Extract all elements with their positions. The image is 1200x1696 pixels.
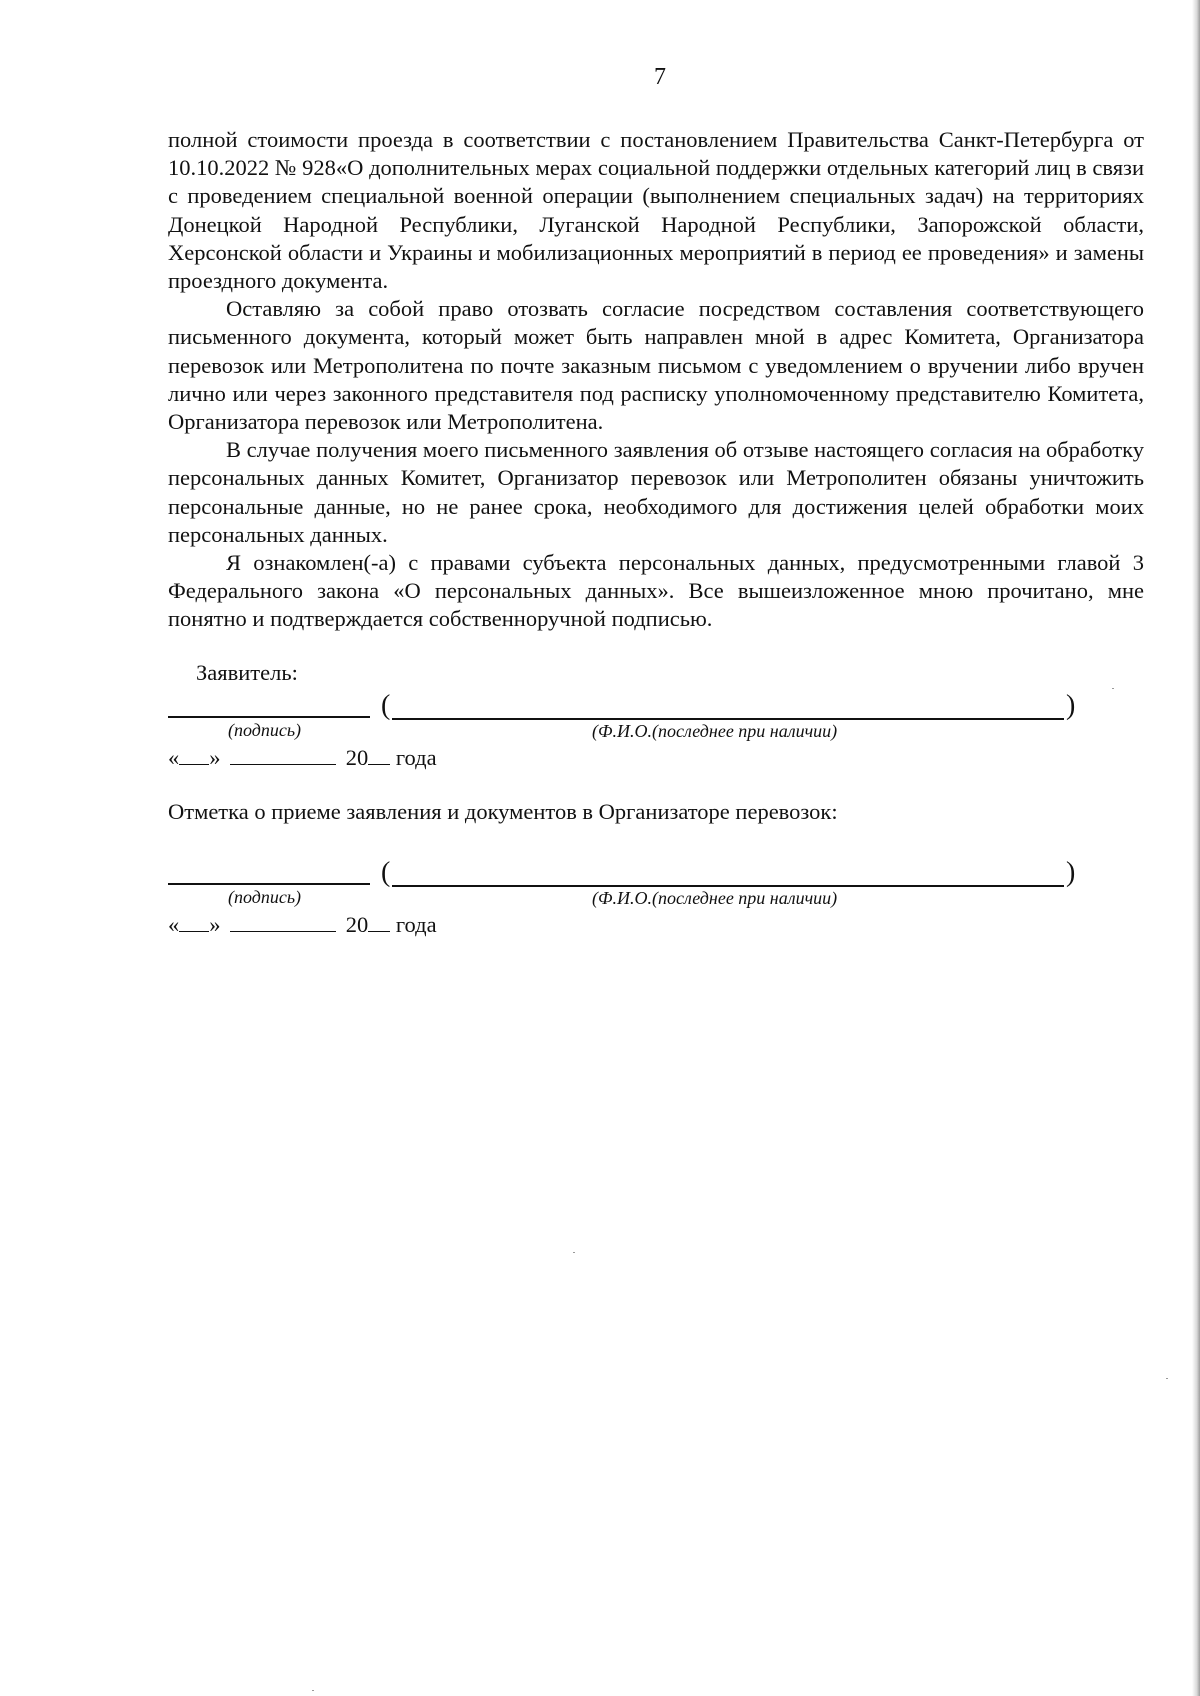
paragraph-consent-withdrawal: Оставляю за собой право отозвать согласие посредством составления соответствующего письменного документа, который может быть направлен мной в адрес Комитета, Организатора перевозок или Метрополитена по почте заказным письмом с уведомлением о вручении либо вручен лично или через законного представителя под расписку уполномоченному представителю Комитета, Организатора перевозок или Метрополитена. [168, 296, 1144, 435]
document-body [168, 126, 1144, 634]
receipt-close-paren: ) [1066, 857, 1076, 888]
applicant-name-caption: (Ф.И.О.(последнее при наличии) [592, 721, 838, 741]
scan-edge-shadow [1192, 0, 1200, 1696]
scan-speck [573, 1252, 575, 1253]
receipt-label: Отметка о приеме заявления и документов в Организаторе перевозок: [168, 799, 838, 824]
receipt-open-paren: ( [381, 857, 391, 888]
applicant-year-word: года [395, 745, 437, 770]
applicant-date-row [168, 744, 437, 772]
applicant-date-open-quote: « [168, 745, 180, 770]
applicant-close-paren: ) [1066, 690, 1076, 721]
receipt-year-field[interactable] [368, 911, 390, 932]
scan-speck [312, 1690, 314, 1691]
receipt-signature-caption: (подпись) [228, 887, 302, 907]
receipt-century: 20 [345, 912, 369, 937]
applicant-open-paren: ( [381, 690, 391, 721]
receipt-date-row [168, 911, 437, 939]
applicant-name-line[interactable] [392, 718, 1064, 720]
receipt-date-open-quote: « [168, 912, 180, 937]
receipt-name-caption: (Ф.И.О.(последнее при наличии) [592, 888, 838, 908]
paragraph-data-destruction: В случае получения моего письменного заявления об отзыве настоящего согласия на обработку персональных данных Комитет, Организатор перевозок или Метрополитен обязаны уничтожить персональные данные, но не ранее срока, необходимого для достижения целей обработки моих персональных данных. [168, 437, 1144, 547]
paragraph-acknowledgement: Я ознакомлен(-а) с правами субъекта персональных данных, предусмотренными главой 3 Федерального закона «О персональных данных». Все вышеизложенное мною прочитано, мне понятно и подтверждается собственноручной подписью. [168, 550, 1144, 632]
receipt-day-field[interactable] [179, 911, 209, 932]
receipt-year-word: года [395, 912, 437, 937]
scan-speck [1112, 688, 1114, 689]
receipt-month-field[interactable] [230, 911, 336, 932]
applicant-date-close-quote: » [209, 745, 221, 770]
paragraph-continuation: полной стоимости проезда в соответствии с постановлением Правительства Санкт-Петербурга от 10.10.2022 № 928«О дополнительных мерах социальной поддержки отдельных категорий лиц в связи с проведением специальной военной операции (выполнением специальных задач) на территориях Донецкой Народной Республики, Луганской Народной Республики, Запорожской области, Херсонской области и Украины и мобилизационных мероприятий в период ее проведения» и замены проездного документа. [168, 127, 1144, 294]
applicant-signature-line[interactable] [168, 716, 370, 718]
applicant-day-field[interactable] [179, 744, 209, 765]
page-number: 7 [654, 64, 666, 90]
receipt-date-close-quote: » [209, 912, 221, 937]
applicant-label: Заявитель: [196, 660, 298, 685]
receipt-name-line[interactable] [392, 885, 1064, 887]
scan-speck [1166, 1378, 1168, 1379]
applicant-signature-caption: (подпись) [228, 720, 302, 740]
receipt-signature-line[interactable] [168, 883, 370, 885]
applicant-century: 20 [345, 745, 369, 770]
applicant-month-field[interactable] [230, 744, 336, 765]
applicant-year-field[interactable] [368, 744, 390, 765]
